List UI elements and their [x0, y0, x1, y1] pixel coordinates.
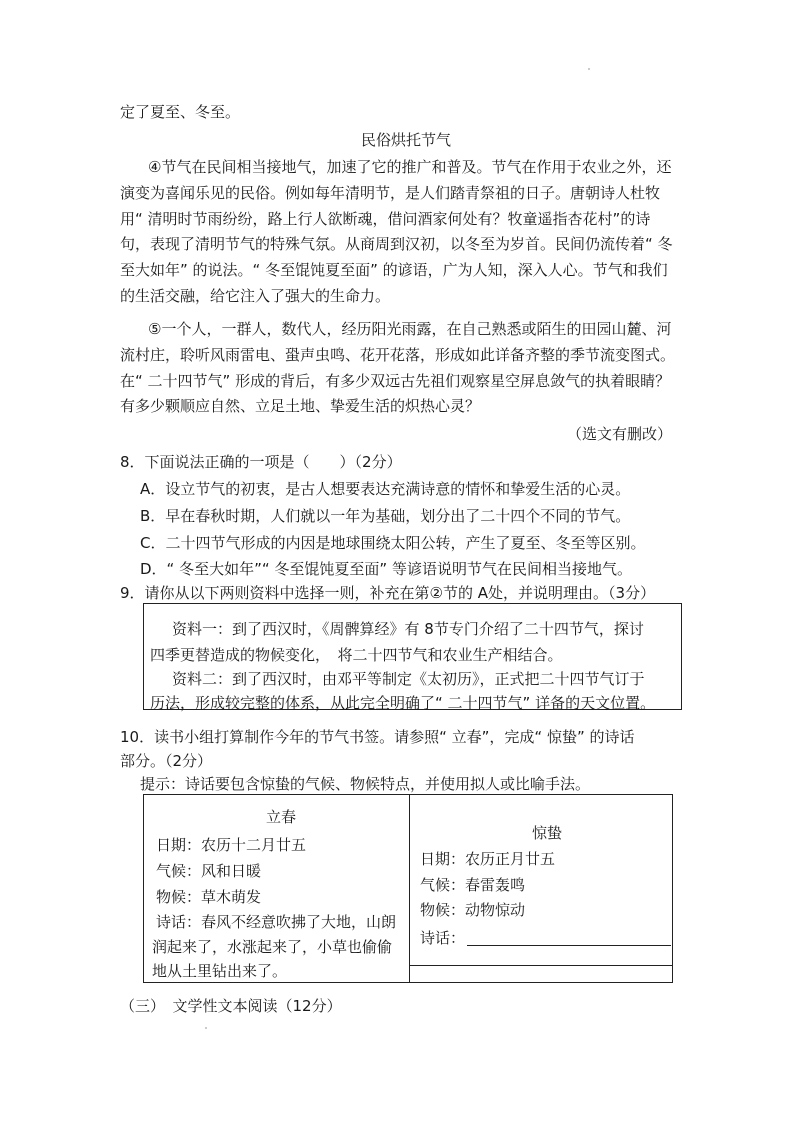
- section-3-heading: （三） 文学性文本阅读（12分）: [120, 997, 342, 1015]
- material-two-line-2: 历法，形成较完整的体系，从此完全明确了“ 二十四节气” 详备的天文位置。: [150, 694, 656, 712]
- lichun-date: 日期：农历十二月廿五: [156, 836, 307, 854]
- question-10-hint: 提示：诗话要包含惊蛰的气候、物候特点，并使用拟人或比喻手法。: [140, 775, 591, 793]
- jingzhe-date: 日期：农历正月廿五: [420, 850, 556, 868]
- lichun-poem-line-3: 地从土里钻出来了。: [152, 962, 288, 980]
- question-8-option-b: B．早在春秋时期，人们就以一年为基础，划分出了二十四个不同的节气。: [140, 507, 631, 525]
- paragraph-5: ⑤一个人，一群人，数代人，经历阳光雨露，在自己熟悉或陌生的田园山麓、河流村庄，聆听风雨雷电、蛩声虫鸣、花开花落，形成如此详备齐整的季节流变图式。在“ 二十四节气” 形成的背后，有多少双远古先祖们观察星空屏息敛气的执着眼睛？有多少颗顺应自然、立足土地、挚爱生活的炽热心灵？: [120, 320, 676, 416]
- question-10-stem-line-1: 10．读书小组打算制作今年的节气书签。请参照“ 立春”，完成“ 惊蛰” 的诗话: [120, 728, 635, 746]
- jingzhe-title: 惊蛰: [532, 824, 563, 842]
- material-one-line-2: 四季更替造成的物候变化， 将二十四节气和农业生产相结合。: [150, 646, 563, 664]
- jingzhe-phenology: 物候：动物惊动: [420, 901, 526, 919]
- paragraph-4: ④节气在民间相当接地气，加速了它的推广和普及。节气在作用于农业之外，还演变为喜闻乐见的民俗。例如每年清明节，是人们踏青祭祖的日子。唐朝诗人杜牧用“ 清明时节雨纷纷，路上行人欲断魂，借问酒家何处有？牧童遥指杏花村”的诗句，表现了清明节气的特殊气氛。从商周到汉初，以冬至为岁首。民间仍流传着“ 冬至大如年” 的说法。“ 冬至馄饨夏至面” 的谚语，广为人知，深入人心。节气和我们的生活交融，给它注入了强大的生命力。: [120, 158, 673, 305]
- lichun-climate: 气候：风和日暖: [156, 862, 262, 880]
- scan-speck: [205, 1027, 207, 1029]
- source-note: （选文有删改）: [567, 425, 673, 443]
- section-heading: 民俗烘托节气: [361, 131, 452, 149]
- question-10-stem-line-2: 部分。（2分）: [120, 752, 213, 770]
- question-8-stem: 8．下面说法正确的一项是（ ）（2分）: [120, 453, 402, 471]
- table-column-divider: [409, 795, 410, 982]
- question-8-option-d: D．“ 冬至大如年”“ 冬至馄饨夏至面” 等谚语说明节气在民间相当接地气。: [140, 560, 632, 578]
- question-9-stem: 9．请你从以下两则资料中选择一则，补充在第②节的 A处，并说明理由。（3分）: [120, 584, 656, 602]
- lichun-phenology: 物候：草木萌发: [156, 888, 262, 906]
- material-two-line-1: 资料二：到了西汉时，由邓平等制定《太初历》，正式把二十四节气订于: [172, 670, 645, 688]
- top-line: 定了夏至、冬至。: [120, 103, 241, 121]
- jingzhe-poem-answer-line[interactable]: [467, 945, 671, 946]
- question-8-option-a: A．设立节气的初衷，是古人想要表达充满诗意的情怀和挚爱生活的心灵。: [140, 480, 631, 498]
- lichun-poem-line-1: 诗话：春风不经意吹拂了大地，山朗: [156, 913, 397, 931]
- scan-speck: [588, 68, 590, 70]
- bookmark-table: [143, 794, 673, 983]
- jingzhe-climate: 气候：春雷轰鸣: [420, 876, 526, 894]
- lichun-title: 立春: [266, 808, 297, 826]
- table-row-divider: [409, 965, 673, 966]
- material-one-line-1: 资料一：到了西汉时，《周髀算经》有 8节专门介绍了二十四节气，探讨: [172, 620, 644, 638]
- material-box: [143, 603, 682, 710]
- jingzhe-poem-label: 诗话：: [420, 929, 466, 947]
- question-8-option-c: C．二十四节气形成的内因是地球围绕太阳公转，产生了夏至、冬至等区别。: [140, 534, 646, 552]
- lichun-poem-line-2: 润起来了，水涨起来了，小草也偷偷: [152, 938, 393, 956]
